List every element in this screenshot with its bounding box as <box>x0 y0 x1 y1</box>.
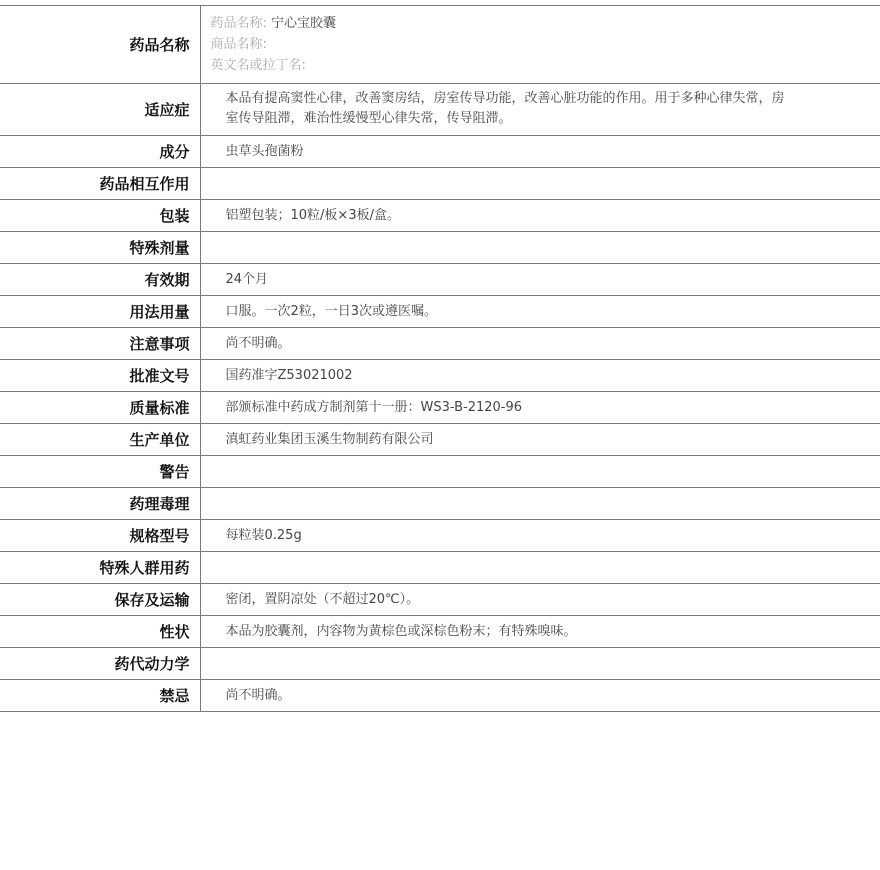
specification-value: 每粒装0.25g <box>200 520 880 552</box>
drug-name-row <box>0 6 880 84</box>
generic-name-value: 宁心宝胶囊 <box>271 16 337 31</box>
indication-value: 本品有提高窦性心律，改善窦房结，房室传导功能，改善心脏功能的作用。用于多种心律失常，房室传导阻滞，难治性缓慢型心律失常，传导阻滞。 <box>200 84 880 136</box>
trade-name-line <box>211 34 880 55</box>
usage-dosage-value: 口服。一次2粒，一日3次或遵医嘱。 <box>200 296 880 328</box>
precautions-label: 注意事项 <box>0 328 200 360</box>
approval-number-row <box>0 360 880 392</box>
approval-number-value: 国药准字Z53021002 <box>200 360 880 392</box>
warning-row <box>0 456 880 488</box>
latin-name-line <box>211 55 880 76</box>
quality-standard-row <box>0 392 880 424</box>
shelf-life-row <box>0 264 880 296</box>
special-dosage-label: 特殊剂量 <box>0 232 200 264</box>
pharmacokinetics-row <box>0 648 880 680</box>
packaging-label: 包装 <box>0 200 200 232</box>
quality-standard-value: 部颁标准中药成方制剂第十一册：WS3-B-2120-96 <box>200 392 880 424</box>
usage-dosage-row <box>0 296 880 328</box>
interactions-value <box>200 168 880 200</box>
interactions-row <box>0 168 880 200</box>
pharmacokinetics-value <box>200 648 880 680</box>
storage-value: 密闭，置阴凉处（不超过20℃）。 <box>200 584 880 616</box>
generic-name-key: 药品名称: <box>210 16 267 31</box>
generic-name-line <box>211 13 880 34</box>
pharmacokinetics-label: 药代动力学 <box>0 648 200 680</box>
storage-label: 保存及运输 <box>0 584 200 616</box>
pharmacology-label: 药理毒理 <box>0 488 200 520</box>
manufacturer-label: 生产单位 <box>0 424 200 456</box>
description-label: 性状 <box>0 616 200 648</box>
packaging-value: 铝塑包装；10粒/板×3板/盒。 <box>200 200 880 232</box>
quality-standard-label: 质量标准 <box>0 392 200 424</box>
special-dosage-value <box>200 232 880 264</box>
precautions-value: 尚不明确。 <box>200 328 880 360</box>
ingredients-value: 虫草头孢菌粉 <box>200 136 880 168</box>
indication-label: 适应症 <box>0 84 200 136</box>
manufacturer-row <box>0 424 880 456</box>
trade-name-key: 商品名称: <box>210 37 267 52</box>
interactions-label: 药品相互作用 <box>0 168 200 200</box>
description-value: 本品为胶囊剂，内容物为黄棕色或深棕色粉末；有特殊嗅味。 <box>200 616 880 648</box>
drug-info-table <box>0 5 880 712</box>
drug-name-details <box>200 6 880 84</box>
ingredients-label: 成分 <box>0 136 200 168</box>
usage-dosage-label: 用法用量 <box>0 296 200 328</box>
pharmacology-row <box>0 488 880 520</box>
manufacturer-value: 滇虹药业集团玉溪生物制药有限公司 <box>200 424 880 456</box>
warning-label: 警告 <box>0 456 200 488</box>
storage-row <box>0 584 880 616</box>
warning-value <box>200 456 880 488</box>
special-population-label: 特殊人群用药 <box>0 552 200 584</box>
special-population-row <box>0 552 880 584</box>
ingredients-row <box>0 136 880 168</box>
approval-number-label: 批准文号 <box>0 360 200 392</box>
description-row <box>0 616 880 648</box>
special-population-value <box>200 552 880 584</box>
shelf-life-value: 24个月 <box>200 264 880 296</box>
pharmacology-value <box>200 488 880 520</box>
contraindications-value: 尚不明确。 <box>200 680 880 712</box>
drug-name-label: 药品名称 <box>0 6 200 84</box>
special-dosage-row <box>0 232 880 264</box>
indication-row <box>0 84 880 136</box>
contraindications-row <box>0 680 880 712</box>
latin-name-key: 英文名或拉丁名: <box>210 58 306 73</box>
precautions-row <box>0 328 880 360</box>
specification-row <box>0 520 880 552</box>
specification-label: 规格型号 <box>0 520 200 552</box>
contraindications-label: 禁忌 <box>0 680 200 712</box>
packaging-row <box>0 200 880 232</box>
shelf-life-label: 有效期 <box>0 264 200 296</box>
